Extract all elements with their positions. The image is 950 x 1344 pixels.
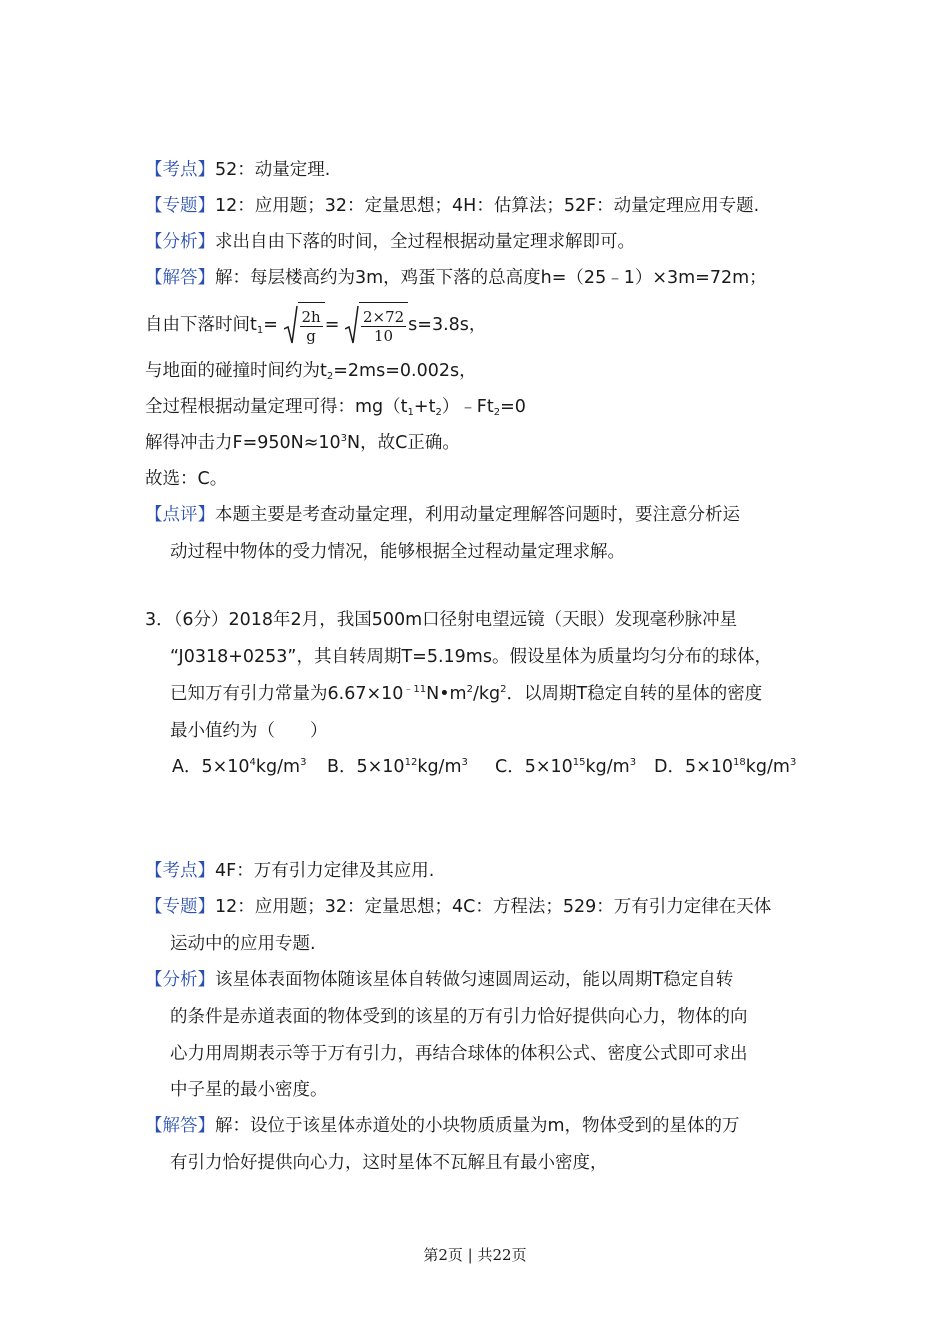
kaodian-text: 52：动量定理. xyxy=(215,160,331,180)
opt-b-sup2: 3 xyxy=(461,757,468,768)
fenxi2-line-3: 心力用周期表示等于万有引力，再结合球体的体积公式、密度公式即可求出 xyxy=(170,1044,748,1064)
kaodian2-line xyxy=(145,859,434,883)
kaodian2-text: 4F：万有引力定律及其应用. xyxy=(215,861,435,881)
q3l3-sup3: 2 xyxy=(500,684,507,695)
fenxi-line xyxy=(145,230,635,254)
force-b: N，故C正确。 xyxy=(347,433,460,453)
fenxi2-tag: 【分析】 xyxy=(145,970,215,990)
opt-b-sup: 12 xyxy=(404,757,418,768)
q3l3-sup2: 2 xyxy=(466,684,473,695)
zhuanti2-line xyxy=(145,895,771,919)
frac2-num: 2×72 xyxy=(362,307,405,326)
q3l3-c: /kg xyxy=(472,684,501,704)
jieda-tag: 【解答】 xyxy=(145,268,215,288)
radical-sign-icon xyxy=(284,305,298,345)
dianping-tag: 【点评】 xyxy=(145,505,215,525)
opt-d-text: D．5×10 xyxy=(654,757,734,777)
opt-b-text: B．5×10 xyxy=(327,757,405,777)
radical-sign-icon xyxy=(345,305,359,345)
formula-eq: = xyxy=(263,315,278,335)
q3l3-sup1: ﹣11 xyxy=(403,684,427,695)
option-d xyxy=(654,755,796,779)
opt-b-unit: kg/m xyxy=(417,757,462,777)
formula-sub: 1 xyxy=(256,325,264,336)
formula-suffix: s=3.8s， xyxy=(408,315,487,335)
opt-c-unit: kg/m xyxy=(585,757,630,777)
zhuanti-line xyxy=(145,194,759,218)
jieda2-text: 解：设位于该星体赤道处的小块物质质量为m，物体受到的星体的万 xyxy=(215,1116,740,1136)
jieda2-line-2: 有引力恰好提供向心力，这时星体不瓦解且有最小密度， xyxy=(170,1153,608,1173)
question3-line2: “J0318+0253”，其自转周期T=5.19ms。假设星体为质量均匀分布的球体， xyxy=(170,647,772,667)
q3l3-d: ．以周期T稳定自转的星体的密度 xyxy=(506,684,763,704)
mom-s2: 2 xyxy=(435,407,442,418)
sqrt-1 xyxy=(284,302,325,348)
fenxi-text: 求出自由下落的时间，全过程根据动量定理求解即可。 xyxy=(215,232,635,252)
fenxi2-line-2: 的条件是赤道表面的物体受到的该星的万有引力恰好提供向心力，物体的向 xyxy=(170,1007,748,1027)
t2-a: 与地面的碰撞时间约为t xyxy=(145,361,327,381)
mom-c: ）﹣Ft xyxy=(441,397,494,417)
fenxi2-line-4: 中子星的最小密度。 xyxy=(170,1080,328,1100)
mom-b: +t xyxy=(413,397,436,417)
opt-a-sup2: 3 xyxy=(300,757,307,768)
fenxi2-text: 该星体表面物体随该星体自转做匀速圆周运动，能以周期T稳定自转 xyxy=(215,970,734,990)
frac2-den: 10 xyxy=(374,326,394,345)
kaodian2-tag: 【考点】 xyxy=(145,861,215,881)
question3-line4: 最小值约为（ ） xyxy=(170,721,328,741)
opt-c-text: C．5×10 xyxy=(495,757,573,777)
opt-d-sup2: 3 xyxy=(789,757,797,768)
option-b xyxy=(327,755,468,779)
sqrt-2 xyxy=(345,302,408,348)
free-fall-time-formula xyxy=(145,302,486,348)
fenxi-tag: 【分析】 xyxy=(145,232,215,252)
opt-d-unit: kg/m xyxy=(745,757,790,777)
mom-s1: 1 xyxy=(407,407,414,418)
opt-c-sup: 15 xyxy=(572,757,586,768)
jieda-line xyxy=(145,266,767,290)
kaodian-line xyxy=(145,158,330,182)
zhuanti2-tag: 【专题】 xyxy=(145,897,215,917)
dianping-line xyxy=(145,503,740,527)
mom-s3: 2 xyxy=(493,407,501,418)
momentum-line xyxy=(145,395,526,419)
fenxi2-line xyxy=(145,968,733,992)
force-line xyxy=(145,431,460,455)
force-a: 解得冲击力F=950N≈10 xyxy=(145,433,341,453)
dianping-line-2: 动过程中物体的受力情况，能够根据全过程动量定理求解。 xyxy=(170,542,625,562)
jieda-text: 解：每层楼高约为3m，鸡蛋下落的总高度h=（25﹣1）×3m=72m； xyxy=(215,268,767,288)
selection-line: 故选：C。 xyxy=(145,469,228,489)
opt-a-sup: 4 xyxy=(249,757,256,768)
jieda2-line xyxy=(145,1114,740,1138)
t2-sub: 2 xyxy=(326,371,334,382)
mom-d: =0 xyxy=(500,397,526,417)
collision-time-line xyxy=(145,359,477,383)
question3-line1: 3．（6分）2018年2月，我国500m口径射电望远镜（天眼）发现毫秒脉冲星 xyxy=(145,610,738,630)
opt-d-sup: 18 xyxy=(733,757,746,768)
mom-a: 全过程根据动量定理可得：mg（t xyxy=(145,397,408,417)
zhuanti-text: 12：应用题；32：定量思想；4H：估算法；52F：动量定理应用专题. xyxy=(215,196,760,216)
formula-eq2: = xyxy=(324,315,340,335)
opt-c-sup2: 3 xyxy=(629,757,637,768)
force-sup: 3 xyxy=(340,433,348,444)
frac1-num: 2h xyxy=(301,307,321,326)
zhuanti2-text: 12：应用题；32：定量思想；4C：方程法；529：万有引力定律在天体 xyxy=(215,897,772,917)
frac1-den: g xyxy=(306,326,316,345)
formula-prefix: 自由下落时间t xyxy=(145,315,257,335)
question3-line3 xyxy=(170,682,762,706)
q3l3-b: N•m xyxy=(426,684,467,704)
q3l3-a: 已知万有引力常量为6.67×10 xyxy=(170,684,404,704)
opt-a-unit: kg/m xyxy=(255,757,301,777)
dianping-text: 本题主要是考查动量定理，利用动量定理解答问题时，要注意分析运 xyxy=(215,505,740,525)
zhuanti-tag: 【专题】 xyxy=(145,196,215,216)
jieda2-tag: 【解答】 xyxy=(145,1116,215,1136)
opt-a-text: A．5×10 xyxy=(172,757,250,777)
t2-b: =2ms=0.002s， xyxy=(333,361,477,381)
kaodian-tag: 【考点】 xyxy=(145,160,215,180)
option-a xyxy=(172,755,306,779)
option-c xyxy=(495,755,636,779)
zhuanti2-line-2: 运动中的应用专题. xyxy=(170,934,316,954)
page-footer: 第2页 | 共22页 xyxy=(423,1246,527,1264)
